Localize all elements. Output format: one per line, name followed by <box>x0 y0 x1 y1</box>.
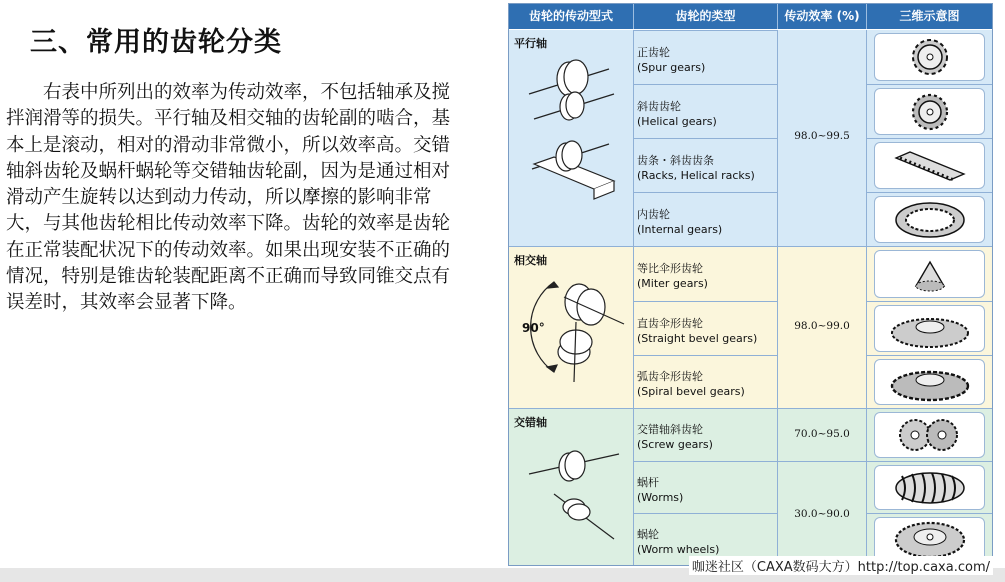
spur-gear-cn: 正齿轮 <box>637 45 670 59</box>
type-cell-internal <box>633 192 777 246</box>
straight-bevel-gear-icon <box>874 305 985 352</box>
header-3d-diagram: 三维示意图 <box>899 9 960 23</box>
helical-gear-en: (Helical gears) <box>637 114 717 128</box>
table-header <box>509 4 992 29</box>
footer-watermark: 咖迷社区（CAXA数码大方）http://top.caxa.com/ <box>689 556 993 575</box>
miter-gear-en: (Miter gears) <box>637 277 708 290</box>
spiral-bevel-cn: 弧齿伞形齿轮 <box>637 370 703 383</box>
type-cell-racks <box>633 138 777 192</box>
spiral-bevel-en: (Spiral bevel gears) <box>637 385 745 398</box>
worm-cn: 蜗杆 <box>637 475 659 489</box>
rack-icon <box>874 142 985 189</box>
header-efficiency: 传动效率 (%) <box>778 4 867 29</box>
helical-gear-icon <box>874 88 985 135</box>
spur-gear-en: (Spur gears) <box>637 60 706 74</box>
body-paragraph: 右表中所列出的效率为传动效率，不包括轴承及搅拌润滑等的损失。平行轴及相交轴的齿轮副的啮合，基本上是滚动，相对的滑动非常微小，所以效率高。交错轴斜齿轮及蜗杆蜗轮等交错轴齿轮副，因为是通过相对滑动产生旋转以达到动力传动，所以摩擦的影响非常大，与其他齿轮相比传动效率下降。齿轮的效率是齿轮在正常装配状况下的传动效率。如果出现安装不正确的情况，特别是锥齿轮装配距离不正确而导致同锥交点有误差时，其效率会显著下降。 <box>6 82 451 314</box>
screw-gear-cn: 交错轴斜齿轮 <box>637 423 703 436</box>
worm-wheel-en: (Worm wheels) <box>637 542 720 556</box>
efficiency-parallel: 98.0~99.5 <box>794 130 850 142</box>
page-title: 三、常用的齿轮分类 <box>30 27 282 58</box>
type-cell-spiral-bevel <box>633 355 777 408</box>
worm-wheel-cn: 蜗轮 <box>637 527 659 541</box>
efficiency-intersecting: 98.0~99.0 <box>794 320 850 332</box>
racks-en: (Racks, Helical racks) <box>637 168 755 182</box>
angle-label: 90° <box>522 321 545 335</box>
efficiency-screw: 70.0~95.0 <box>794 428 850 440</box>
type-cell-worm <box>633 461 777 513</box>
group-label-crossed: 交错轴 <box>514 416 547 429</box>
header-transmission-type: 齿轮的传动型式 <box>509 4 634 29</box>
intersecting-axes-diagram <box>514 272 629 392</box>
worm-icon <box>874 465 985 510</box>
type-cell-spur <box>633 30 777 84</box>
miter-gear-icon <box>874 250 985 298</box>
group-label-intersecting: 相交轴 <box>514 254 547 267</box>
straight-bevel-en: (Straight bevel gears) <box>637 331 758 345</box>
spur-gear-icon <box>874 33 985 81</box>
type-cell-straight-bevel <box>633 301 777 355</box>
efficiency-worm: 30.0~90.0 <box>794 508 850 520</box>
miter-gear-cn: 等比伞形齿轮 <box>637 262 703 275</box>
screw-gear-en: (Screw gears) <box>637 438 713 451</box>
helical-gear-cn: 斜齿齿轮 <box>637 99 681 113</box>
type-cell-helical <box>633 84 777 138</box>
gear-classification-table <box>508 3 993 566</box>
type-cell-screw <box>633 409 777 461</box>
internal-gear-en: (Internal gears) <box>637 222 723 236</box>
type-cell-miter <box>633 247 777 301</box>
racks-cn: 齿条・斜齿齿条 <box>637 153 714 167</box>
straight-bevel-cn: 直齿伞形齿轮 <box>637 316 703 330</box>
worm-en: (Worms) <box>637 490 684 504</box>
spiral-bevel-gear-icon <box>874 359 985 405</box>
group-label-parallel: 平行轴 <box>514 37 547 50</box>
crossed-axes-diagram <box>519 439 629 549</box>
parallel-axes-diagram <box>524 49 624 219</box>
screw-gear-icon <box>874 412 985 458</box>
internal-gear-cn: 内齿轮 <box>637 207 670 221</box>
header-gear-type: 齿轮的类型 <box>634 4 778 29</box>
internal-gear-icon <box>874 196 985 243</box>
